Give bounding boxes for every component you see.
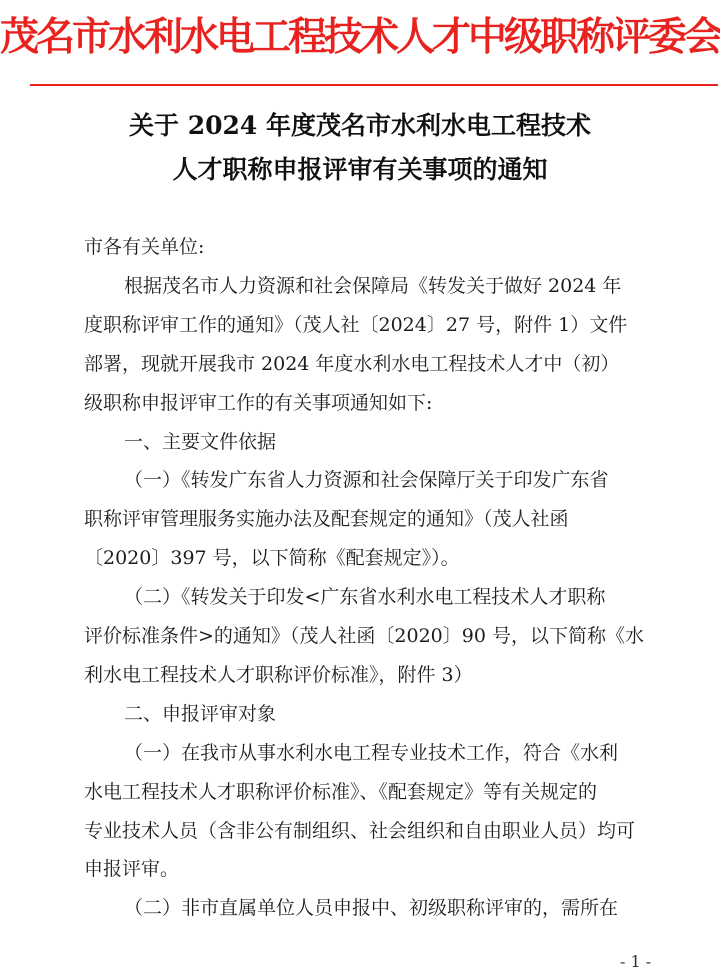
section-2-item-1-line: 专业技术人员（含非公有制组织、社会组织和自由职业人员）均可 — [84, 819, 636, 842]
section-1-item-2-line: （二）《转发关于印发<广东省水利水电工程技术人才职称 — [124, 586, 606, 609]
salutation: 市各有关单位: — [84, 236, 205, 258]
section-1-item-2-line: 评价标准条件>的通知》（茂人社函〔2020〕90 号，以下简称《水 — [84, 625, 644, 647]
section-1-heading: 一、主要文件依据 — [124, 430, 277, 453]
issuing-organization-header: 茂名市水利水电工程技术人才中级职称评委会 — [0, 15, 720, 60]
intro-line: 部署，现就开展我市 2024 年度水利水电工程技术人才中（初） — [84, 352, 620, 375]
section-2-item-2-line: （二）非市直属单位人员申报中、初级职称评审的，需所在 — [124, 897, 619, 920]
document-title-line-1: 关于 2024 年度茂名市水利水电工程技术 — [129, 111, 591, 140]
section-2-item-1-line: 水电工程技术人才职称评价标准》、《配套规定》等有关规定的 — [84, 780, 598, 803]
page-number: - 1 - — [620, 952, 652, 971]
document-title-line-2: 人才职称申报评审有关事项的通知 — [172, 155, 548, 184]
section-1-item-1-line: （一）《转发广东省人力资源和社会保障厅关于印发广东省 — [124, 469, 609, 492]
section-2-item-1-line: （一）在我市从事水利水电工程专业技术工作，符合《水利 — [124, 741, 619, 764]
intro-line: 级职称申报评审工作的有关事项通知如下: — [84, 391, 433, 414]
intro-line: 度职称评审工作的通知》（茂人社〔2024〕27 号，附件 1）文件 — [84, 313, 628, 336]
section-1-item-1-line: 职称评审管理服务实施办法及配套规定的通知》（茂人社函 — [84, 508, 569, 531]
intro-line: 根据茂名市人力资源和社会保障局《转发关于做好 2024 年 — [124, 274, 622, 297]
section-2-heading: 二、申报评审对象 — [124, 702, 277, 725]
section-2-item-1-line: 申报评审。 — [84, 858, 180, 881]
section-1-item-2-line: 利水电工程技术人才职称评价标准》，附件 3） — [84, 663, 473, 686]
section-1-item-1-line: 〔2020〕397 号，以下简称《配套规定》）。 — [84, 547, 460, 570]
red-header-divider — [30, 84, 718, 86]
